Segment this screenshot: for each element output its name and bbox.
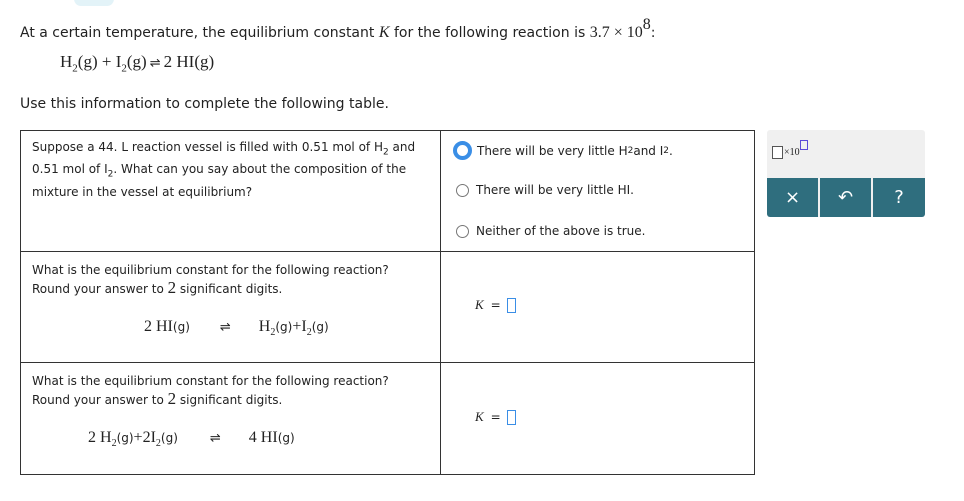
q1-prompt-cell [21, 131, 441, 252]
scientific-notation-button[interactable] [772, 138, 808, 159]
radio-icon[interactable] [456, 225, 469, 238]
q2-answer-cell [441, 252, 755, 363]
undo-icon: ↶ [837, 187, 854, 208]
q3-prompt-cell [21, 363, 441, 475]
equilibrium-arrow-icon: ⇌ [219, 320, 231, 335]
exponent-box-icon [800, 140, 808, 150]
q2-k-input[interactable] [507, 298, 516, 313]
help-button[interactable] [873, 178, 925, 217]
k-exponent: 8 [642, 16, 651, 33]
q3-answer-cell [441, 363, 755, 475]
q2-reaction: 2 HI(g) ⇌ $H_2(g)+I_2(g)$ [144, 318, 329, 339]
undo-button[interactable] [820, 178, 871, 217]
times-ten-label: ×10 [784, 147, 800, 158]
k-times-ten: × 10 [609, 24, 643, 41]
math-toolbar-panel [767, 130, 925, 217]
question-table [20, 130, 755, 475]
q2-k-answer: K = [475, 297, 516, 313]
close-icon: × [784, 187, 801, 208]
top-tab-decoration [74, 0, 114, 6]
option-neither[interactable]: Neither of the above is true. [456, 224, 645, 238]
q3-prompt: What is the equilibrium constant for the following reaction? Round your answer to 2 significant digits. [32, 374, 389, 408]
intro-colon: : [650, 25, 656, 41]
clear-button[interactable] [767, 178, 818, 217]
q3-reaction: 2 $H_2(g)+2I_2(g)$ ⇌ 4 HI(g) [88, 429, 295, 450]
option-little-hi[interactable]: There will be very little HI. [456, 183, 634, 197]
q2-prompt: What is the equilibrium constant for the following reaction? Round your answer to 2 significant digits. [32, 263, 389, 297]
q3-k-input[interactable] [507, 410, 516, 425]
q1-prompt: Suppose a 44. L reaction vessel is filled with 0.51 mol of $H_2$ and 0.51 mol of $I_2$. What can you say about the composition of the mixture in the vessel at equilibrium? [32, 140, 416, 199]
intro-middle: for the following reaction is [389, 25, 590, 41]
question-mark-icon: ? [894, 187, 904, 208]
instruction-text: Use this information to complete the following table. [20, 96, 389, 112]
q3-k-answer: K = [475, 409, 516, 425]
intro-before: At a certain temperature, the equilibrium constant [20, 25, 379, 41]
intro-k-symbol: K [378, 24, 390, 41]
k-value: 3.7 [589, 24, 610, 41]
radio-selected-icon[interactable] [453, 141, 472, 160]
option-little-h2-i2[interactable]: There will be very little H 2 and I 2 . [456, 141, 673, 160]
given-reaction: $H_2(g) + I_2(g)$ ⇌ 2 HI(g) [60, 52, 215, 75]
q2-prompt-cell [21, 252, 441, 363]
mantissa-box-icon [772, 146, 783, 159]
radio-icon[interactable] [456, 184, 469, 197]
q1-answer-cell [441, 131, 755, 252]
equilibrium-arrow-icon: ⇌ [149, 56, 161, 71]
intro-text [20, 16, 655, 42]
equilibrium-arrow-icon: ⇌ [209, 431, 221, 446]
